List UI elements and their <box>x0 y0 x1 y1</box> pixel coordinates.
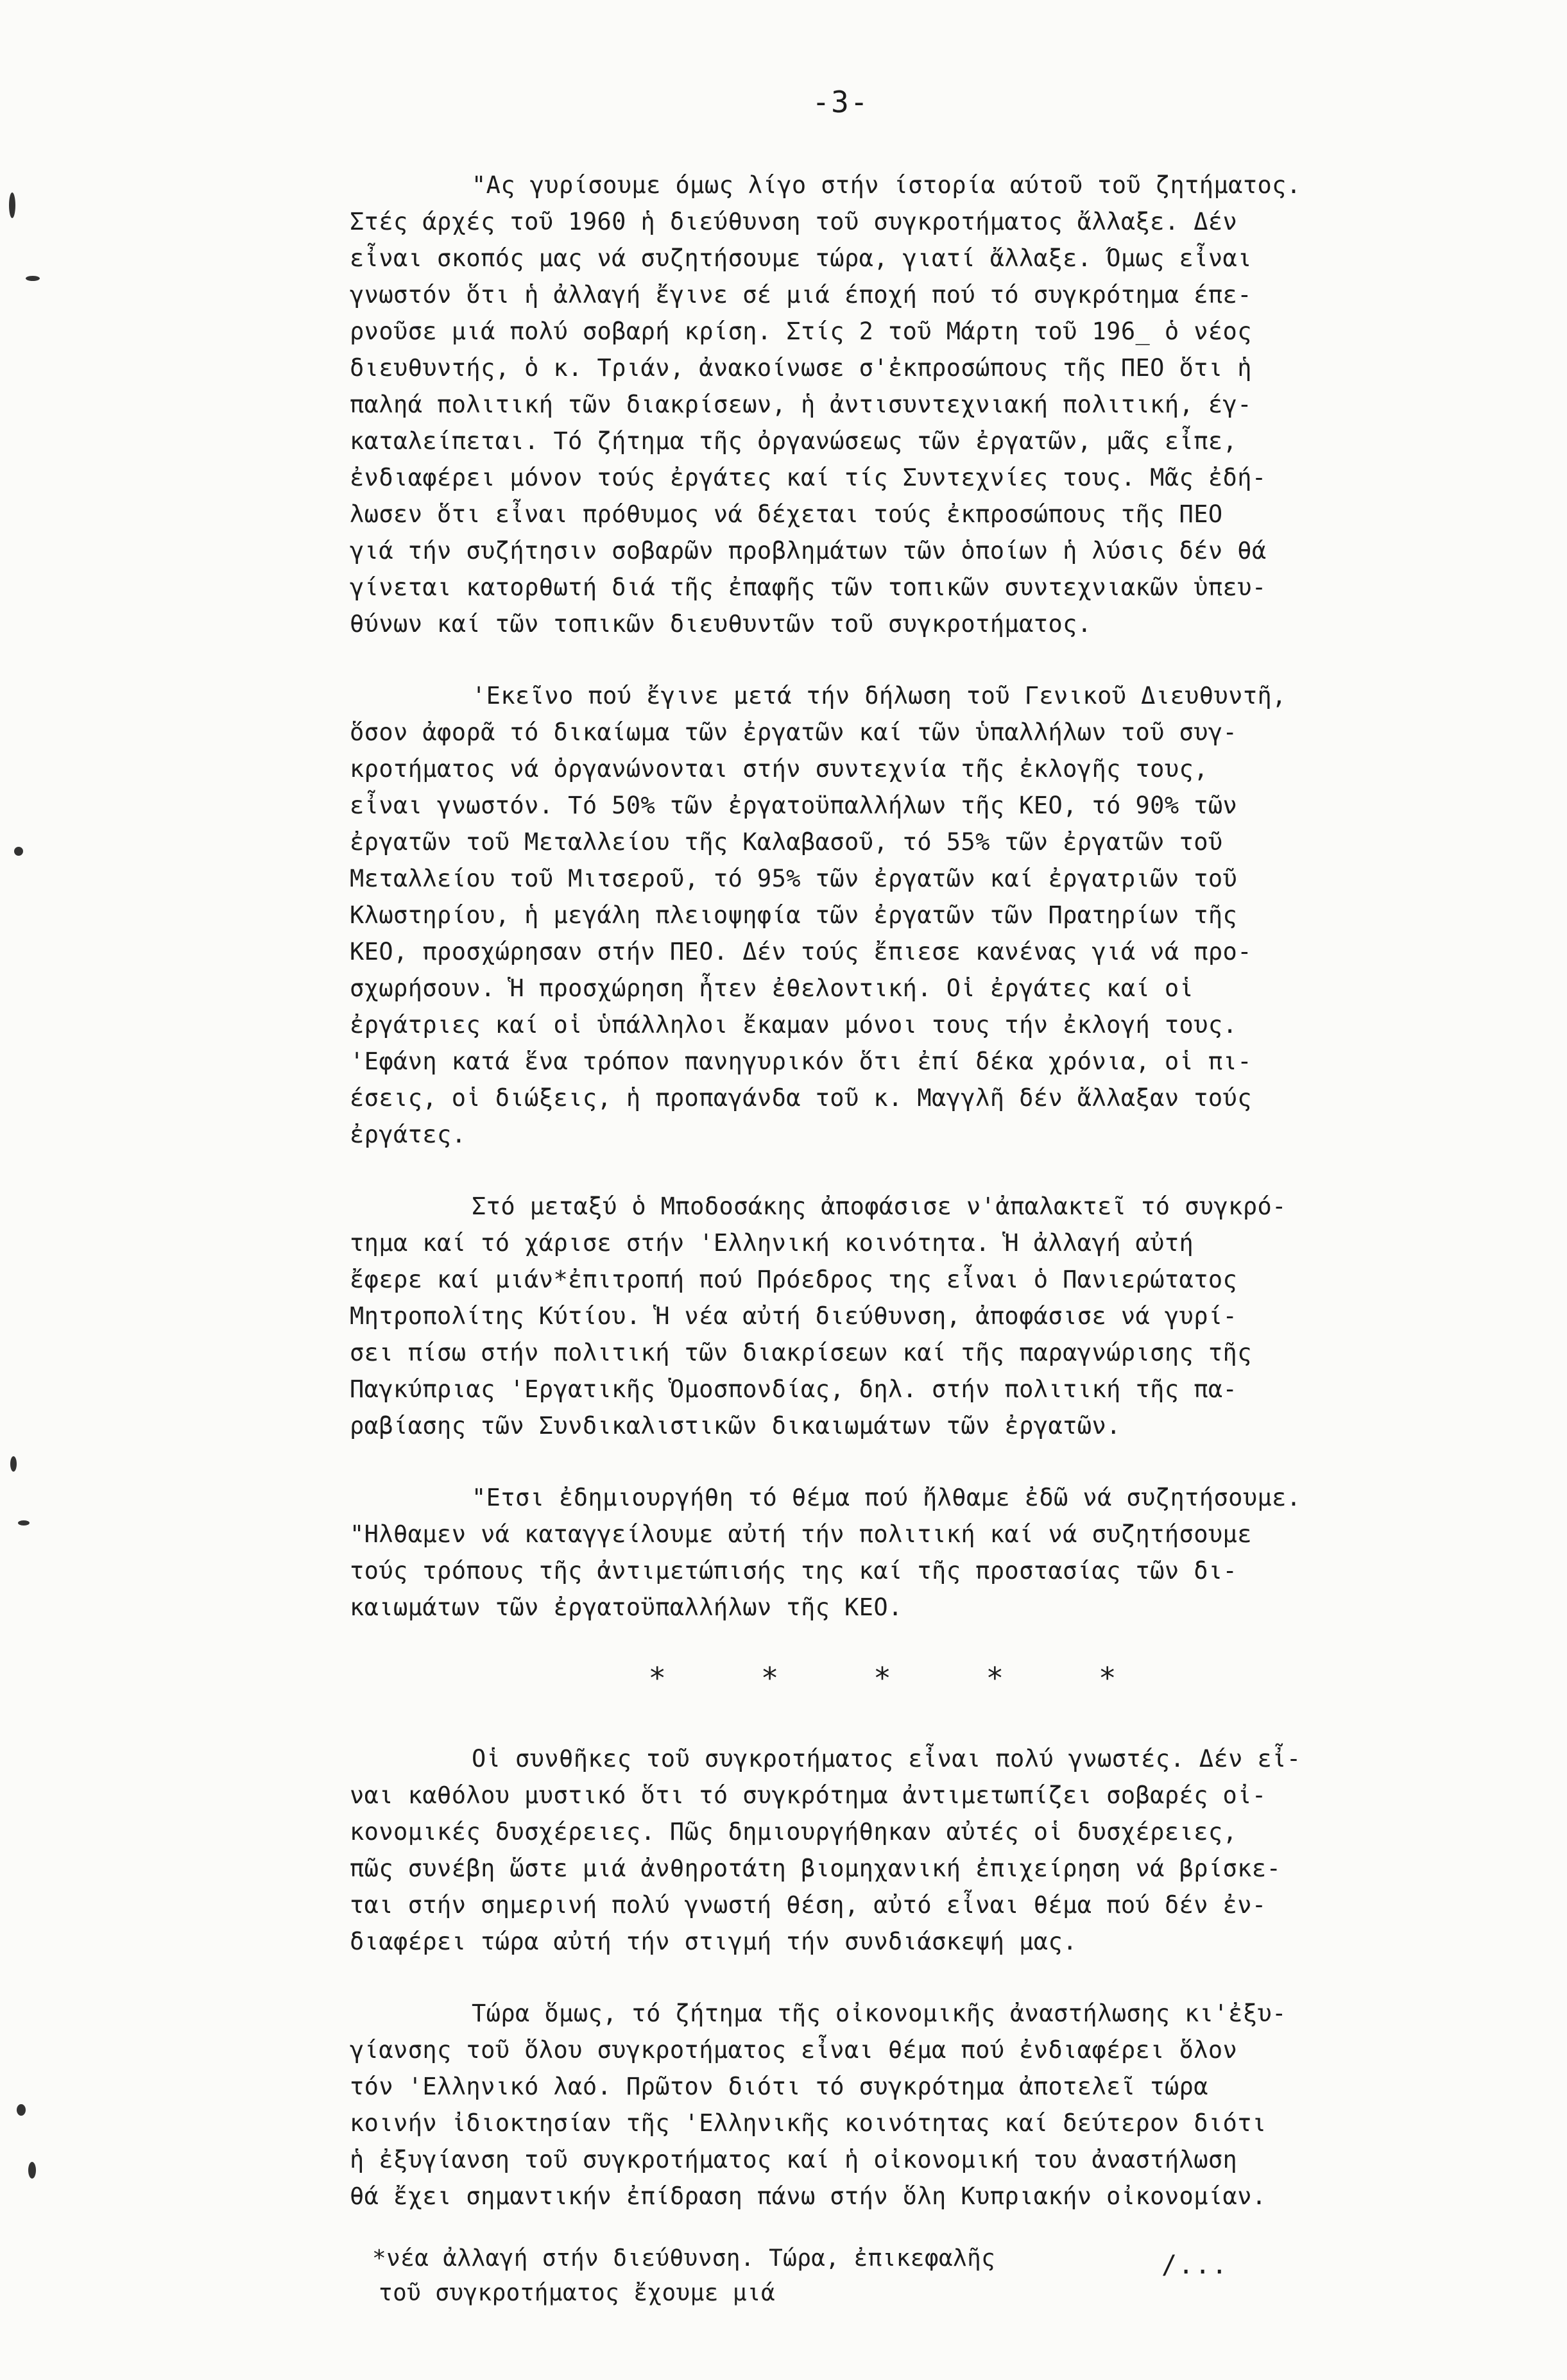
text-line: ὅσον ἀφορᾶ τό δικαίωμα τῶν ἐργατῶν καί τῶν ὑπαλλήλων τοῦ συγ- <box>350 718 1238 746</box>
text-line: έσεις, οἱ διώξεις, ἡ προπαγάνδα τοῦ κ. Μαγγλῆ δέν ἄλλαξαν τούς <box>350 1084 1252 1112</box>
text-line: Μεταλλείου τοῦ Μιτσεροῦ, τό 95% τῶν ἐργατῶν καί ἐργατριῶν τοῦ <box>350 865 1238 892</box>
text-line: διαφέρει τώρα αὐτή τήν στιγμή τήν συνδιάσκεψή μας. <box>350 1928 1077 1955</box>
scan-speck <box>18 1520 30 1526</box>
footnote <box>372 2241 1399 2311</box>
scan-speck <box>26 276 40 281</box>
text-line: κονομικές δυσχέρειες. Πῶς δημιουργήθηκαν αὐτές οἱ δυσχέρειες, <box>350 1818 1238 1846</box>
text-line: ραβίασης τῶν Συνδικαλιστικῶν δικαιωμάτων τῶν ἐργατῶν. <box>350 1412 1121 1440</box>
text-line: πῶς συνέβη ὥστε μιά ἀνθηροτάτη βιομηχανική ἐπιχείρηση νά βρίσκε- <box>350 1855 1281 1882</box>
text-line: ἐνδιαφέρει μόνον τούς ἐργάτες καί τίς Συντεχνίες τους. Μᾶς ἐδή- <box>350 464 1267 491</box>
text-line: ἔφερε καί μιάν*ἐπιτροπή πού Πρόεδρος της εἶναι ὁ Πανιερώτατος <box>350 1266 1238 1293</box>
text-line: Στό μεταξύ ὁ Μποδοσάκης ἀποφάσισε ν'ἀπαλακτεῖ τό συγκρό- <box>472 1193 1287 1220</box>
paragraph-2 <box>350 677 1415 1153</box>
text-line: Οἱ συνθῆκες τοῦ συγκροτήματος εἶναι πολύ γνωστές. Δέν εἶ- <box>472 1745 1301 1772</box>
text-line: εἶναι σκοπός μας νά συζητήσουμε τώρα, γιατί ἄλλαξε. Όμως εἶναι <box>350 244 1252 272</box>
section-separator: * * * * * <box>648 1661 1155 1696</box>
paragraph-5 <box>350 1740 1415 1960</box>
text-line: "Ετσι ἐδημιουργήθη τό θέμα πού ἤλθαμε ἐδῶ νά συζητήσουμε. <box>472 1484 1301 1511</box>
text-line: ἐργάτες. <box>350 1121 467 1148</box>
footnote-line: τοῦ συγκροτήματος ἔχουμε μιά <box>379 2280 776 2306</box>
text-line: Τώρα ὅμως, τό ζήτημα τῆς οἰκονομικῆς ἀναστήλωσης κι'ἐξυ- <box>472 2000 1287 2027</box>
scan-speck <box>14 847 23 856</box>
text-line: θύνων καί τῶν τοπικῶν διευθυντῶν τοῦ συγκροτήματος. <box>350 610 1092 638</box>
text-line: γνωστόν ὅτι ἡ ἀλλαγή ἔγινε σέ μιά έποχή πού τό συγκρότημα έπε- <box>350 281 1252 309</box>
text-line: θά ἔχει σημαντικήν ἐπίδραση πάνω στήν ὅλη Κυπριακήν οἰκονομίαν. <box>350 2182 1267 2210</box>
text-line: σει πίσω στήν πολιτική τῶν διακρίσεων καί τῆς παραγνώρισης τῆς <box>350 1339 1252 1366</box>
text-line: ἐργάτριες καί οἱ ὑπάλληλοι ἔκαμαν μόνοι τους τήν ἐκλογή τους. <box>350 1011 1238 1039</box>
scan-speck <box>9 192 15 218</box>
text-line: γίνεται κατορθωτή διά τῆς ἐπαφῆς τῶν τοπικῶν συντεχνιακῶν ὑπευ- <box>350 574 1267 601</box>
text-line: κροτήματος νά ὀργανώνονται στήν συντεχνία τῆς ἐκλογῆς τους, <box>350 755 1208 783</box>
text-line: ΚΕΟ, προσχώρησαν στήν ΠΕΟ. Δέν τούς ἔπιεσε κανένας γιά νά προ- <box>350 938 1252 965</box>
text-line: ται στήν σημερινή πολύ γνωστή θέση, αὐτό εἶναι θέμα πού δέν ἐν- <box>350 1891 1267 1919</box>
text-line: παληά πολιτική τῶν διακρίσεων, ἡ ἀντισυντεχνιακή πολιτική, έγ- <box>350 391 1252 418</box>
text-line: Παγκύπριας 'Εργατικῆς Ὁμοσπονδίας, δηλ. στήν πολιτική τῆς πα- <box>350 1375 1238 1403</box>
text-line: τημα καί τό χάρισε στήν 'Ελληνική κοινότητα. Ἡ ἀλλαγή αὐτή <box>350 1229 1194 1257</box>
text-line: γίανσης τοῦ ὅλου συγκροτήματος εἶναι θέμα πού ἐνδιαφέρει ὅλον <box>350 2036 1238 2064</box>
text-line: "Ηλθαμεν νά καταγγείλουμε αὐτή τήν πολιτική καί νά συζητήσουμε <box>350 1520 1252 1548</box>
text-line: 'Εφάνη κατά ἕνα τρόπον πανηγυρικόν ὅτι ἐπί δέκα χρόνια, οἱ πι- <box>350 1048 1252 1075</box>
text-line: "Ας γυρίσουμε όμως λίγο στήν ίστορία αύτοῦ τοῦ ζητήματος. <box>472 171 1301 199</box>
text-line: 'Εκεῖνο πού ἔγινε μετά τήν δήλωση τοῦ Γενικοῦ Διευθυντῆ, <box>472 682 1287 710</box>
text-line: τόν 'Ελληνικό λαό. Πρῶτον διότι τό συγκρότημα ἀποτελεῖ τώρα <box>350 2073 1208 2100</box>
text-line: γιά τήν συζήτησιν σοβαρῶν προβλημάτων τῶν ὁποίων ἡ λύσις δέν θά <box>350 537 1267 565</box>
text-line: κοινήν ἰδιοκτησίαν τῆς 'Ελληνικῆς κοινότητας καί δεύτερον διότι <box>350 2109 1267 2137</box>
text-line: τούς τρόπους τῆς ἀντιμετώπισής της καί τῆς προστασίας τῶν δι- <box>350 1557 1238 1585</box>
text-line: Μητροπολίτης Κύτίου. Ἡ νέα αὐτή διεύθυνση, ἀποφάσισε νά γυρί- <box>350 1302 1238 1330</box>
document-body <box>350 167 1415 2250</box>
paragraph-6 <box>350 1995 1415 2214</box>
scan-speck <box>10 1456 17 1472</box>
paragraph-1 <box>350 167 1415 642</box>
text-line: Στές άρχές τοῦ 1960 ἡ διεύθυνση τοῦ συγκροτήματος ἄλλαξε. Δέν <box>350 208 1238 235</box>
text-line: ρνοῦσε μιά πολύ σοβαρή κρίση. Στίς 2 τοῦ Μάρτη τοῦ 196_ ὁ νέος <box>350 318 1252 345</box>
page-number: -3- <box>812 85 869 119</box>
scan-speck <box>28 2162 36 2179</box>
text-line: ἐργατῶν τοῦ Μεταλλείου τῆς Καλαβασοῦ, τό 55% τῶν ἐργατῶν τοῦ <box>350 828 1223 856</box>
text-line: διευθυντής, ὁ κ. Τριάν, ἀνακοίνωσε σ'ἐκπροσώπους τῆς ΠΕΟ ὅτι ἡ <box>350 354 1252 382</box>
text-line: ἡ ἐξυγίανση τοῦ συγκροτήματος καί ἡ οἰκονομική του ἀναστήλωση <box>350 2146 1238 2173</box>
text-line: καιωμάτων τῶν ἐργατοϋπαλλήλων τῆς ΚΕΟ. <box>350 1594 903 1621</box>
footnote-line: *νέα ἀλλαγή στήν διεύθυνση. Τώρα, ἐπικεφαλῆς <box>372 2245 996 2272</box>
text-line: καταλείπεται. Τό ζήτημα τῆς ὀργανώσεως τῶν ἐργατῶν, μᾶς εἶπε, <box>350 427 1238 455</box>
text-line: εἶναι γνωστόν. Τό 50% τῶν ἐργατοϋπαλλήλων τῆς ΚΕΟ, τό 90% τῶν <box>350 792 1238 819</box>
text-line: Κλωστηρίου, ἡ μεγάλη πλειοψηφία τῶν ἐργατῶν τῶν Πρατηρίων τῆς <box>350 901 1238 929</box>
continuation-mark: /... <box>1161 2250 1229 2280</box>
text-line: ναι καθόλου μυστικό ὅτι τό συγκρότημα ἀντιμετωπίζει σοβαρές οἰ- <box>350 1781 1267 1809</box>
paragraph-4 <box>350 1479 1415 1626</box>
scan-speck <box>17 2104 26 2116</box>
text-line: σχωρήσουν. Ἡ προσχώρηση ἦτεν ἐθελοντική. Οἱ ἐργάτες καί οἱ <box>350 974 1194 1002</box>
paragraph-3 <box>350 1188 1415 1444</box>
text-line: λωσεν ὅτι εἶναι πρόθυμος νά δέχεται τούς ἐκπροσώπους τῆς ΠΕΟ <box>350 500 1223 528</box>
